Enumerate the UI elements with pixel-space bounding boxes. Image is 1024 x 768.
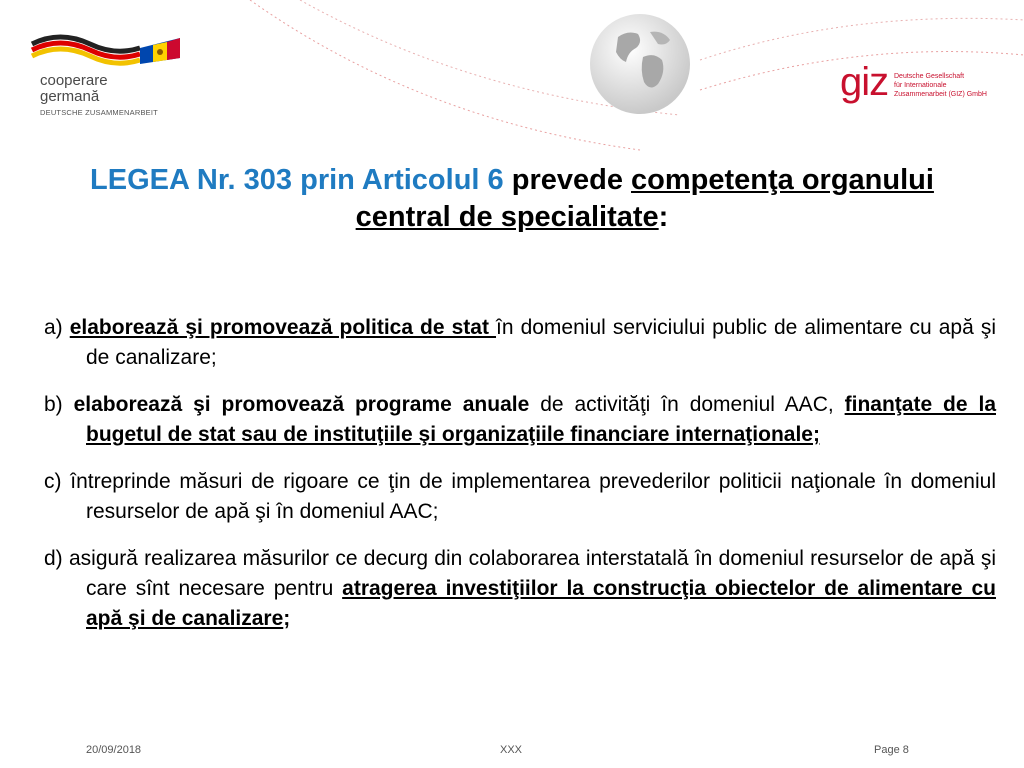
slide-title bbox=[60, 162, 964, 236]
slide-footer bbox=[0, 736, 1024, 768]
item-b-prefix: b) bbox=[44, 393, 74, 416]
logo-text-line1: cooperare bbox=[40, 72, 108, 89]
item-d-prefix: d) bbox=[44, 547, 69, 570]
item-b-bold-underlined: finanţate de la bugetul de stat sau de instituţiile şi organizaţiile financiare internaţionale; bbox=[86, 393, 996, 446]
logo-text-line3: DEUTSCHE ZUSAMMENARBEIT bbox=[40, 108, 158, 117]
item-c-text: întreprinde măsuri de rigoare ce ţin de implementarea prevederilor politicii naţionale în domeniul resurselor de apă şi în domeniul AAC; bbox=[70, 470, 997, 523]
item-a-bold: elaborează şi promovează politica de stat bbox=[69, 316, 497, 339]
title-law-reference: LEGEA Nr. 303 prin Articolul 6 bbox=[90, 164, 504, 196]
title-colon: : bbox=[658, 201, 669, 233]
logo-text-line2: germană bbox=[40, 88, 100, 105]
cooperare-germana-logo bbox=[30, 30, 190, 125]
flag-ribbon-icon bbox=[30, 30, 190, 75]
item-d-text: asigură realizarea măsurilor ce decurg din colaborarea interstatală în domeniul resurselor de apă şi care sînt necesare pentru bbox=[68, 547, 996, 600]
giz-subtitle: Deutsche Gesellschaft für Internationale Zusammenarbeit (GIZ) GmbH bbox=[894, 73, 987, 98]
footer-center: XXX bbox=[500, 744, 523, 756]
list-item-d bbox=[44, 544, 996, 634]
item-c-prefix: c) bbox=[44, 470, 71, 493]
list-item-b bbox=[44, 390, 996, 450]
title-verb: prevede bbox=[503, 164, 632, 196]
item-d-bold-underlined: atragerea investiţiilor la construcţia obiectelor de alimentare cu apă şi de canalizare bbox=[86, 577, 996, 630]
footer-date: 20/09/2018 bbox=[86, 744, 142, 756]
item-b-bold: elaborează şi promovează programe anuale bbox=[73, 393, 530, 416]
competence-list bbox=[44, 313, 996, 651]
item-a-text: în domeniul serviciului public de alimentare cu apă şi de canalizare; bbox=[86, 316, 996, 369]
globe-icon bbox=[588, 12, 692, 116]
giz-wordmark: giz bbox=[840, 60, 889, 104]
item-a-prefix: a) bbox=[44, 316, 70, 339]
page-number: Page 8 bbox=[874, 744, 909, 756]
item-b-text: de activităţi în domeniul AAC, bbox=[529, 393, 845, 416]
giz-logo bbox=[840, 60, 1000, 106]
item-d-end: ; bbox=[283, 607, 291, 630]
list-item-c bbox=[44, 467, 996, 527]
list-item-a bbox=[44, 313, 996, 373]
title-competence: competenţa organului central de specialitate bbox=[355, 164, 934, 233]
